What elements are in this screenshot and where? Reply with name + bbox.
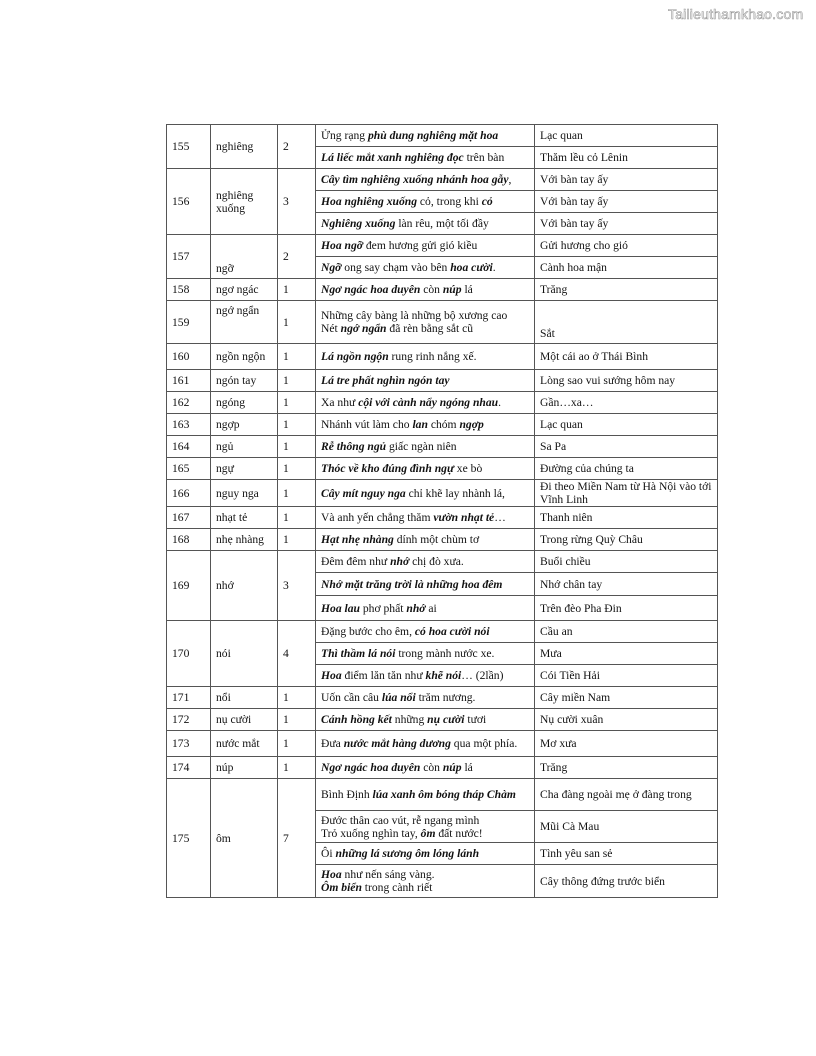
verse-emphasis: núp [442,283,462,296]
verse-emphasis: nhớ [390,555,410,568]
table-row [167,709,718,731]
verse-cell [316,865,535,898]
entry-number: 156 [167,169,211,235]
entry-word: ngơ ngác [211,279,278,301]
verse-cell [316,279,535,301]
verse-text: Và anh yến chẳng thăm [321,511,434,524]
poem-title: Gửi hương cho gió [535,235,718,257]
entry-number: 157 [167,235,211,279]
verse-cell [316,757,535,779]
verse-cell [316,392,535,414]
table-row [167,757,718,779]
entry-word: nụ cười [211,709,278,731]
watermark: Tailieuthamkhao.com [668,6,804,22]
verse-text: ong say chạm vào bên [341,261,451,274]
poem-title: Trên đèo Pha Đin [535,596,718,621]
poem-title: Mưa [535,643,718,665]
verse-cell [316,344,535,370]
entry-word: núp [211,757,278,779]
poem-title: Cha đàng ngoài mẹ ở đàng trong [535,779,718,811]
verse-emphasis: hoa cười [450,261,493,274]
entry-number: 158 [167,279,211,301]
verse-emphasis: cội với cành nẩy ngóng nhau [358,396,499,409]
verse-cell [316,779,535,811]
verse-text: Đêm đêm như [321,555,391,568]
verse-text: dính một chùm tơ [393,533,480,546]
table-row [167,235,718,257]
occurrence-count: 1 [278,414,316,436]
table-row [167,301,718,344]
verse-text: còn [420,283,443,296]
verse-cell [316,480,535,507]
verse-text: trên bàn [463,151,505,164]
table-row [167,169,718,191]
occurrence-count: 2 [278,235,316,279]
verse-cell [316,731,535,757]
verse-text: Uốn cần câu [321,691,382,704]
poem-title: Cành hoa mận [535,257,718,279]
verse-text: làn rêu, một tối đầy [395,217,489,230]
poem-title: Trăng [535,279,718,301]
occurrence-count: 1 [278,301,316,344]
poem-title: Nhớ chân tay [535,573,718,596]
verse-emphasis: Hoa ngỡ [321,239,363,252]
poem-title: Lạc quan [535,125,718,147]
verse-emphasis: Nghiêng xuống [321,217,396,230]
verse-text: Xa như [321,396,359,409]
entry-number: 160 [167,344,211,370]
verse-emphasis: ngợp [459,418,484,431]
verse-cell [316,687,535,709]
verse-cell [316,573,535,596]
verse-text: chóm [427,418,460,431]
poem-title: Sắt [535,301,718,344]
entry-number: 165 [167,458,211,480]
entry-word: nhớ [211,551,278,621]
entry-number: 175 [167,779,211,898]
verse-emphasis: Thóc về kho đúng đình ngự [321,462,454,475]
entry-word: nguy nga [211,480,278,507]
entry-word: ngỡ [211,235,278,279]
verse-text: Nét [321,322,341,335]
verse-emphasis: Hạt nhẹ nhàng [321,533,394,546]
entry-word: ngồn ngộn [211,344,278,370]
verse-emphasis: Cây tìm nghiêng xuống nhánh hoa gẫy [321,173,509,186]
table-row [167,370,718,392]
word-usage-table [166,124,718,898]
verse-text: đem hương gửi gió kiều [362,239,478,252]
verse-text: Đặng bước cho êm, [321,625,415,638]
verse-text: những [391,713,428,726]
verse-text: qua một phía. [450,737,518,750]
table-row [167,731,718,757]
verse-text: lá [461,283,473,296]
verse-emphasis: nụ cười [427,713,465,726]
verse-emphasis: Hoa nghiêng xuống [321,195,417,208]
verse-text: … [494,511,506,524]
verse-text: tươi [464,713,487,726]
poem-title: Nụ cười xuân [535,709,718,731]
verse-cell [316,235,535,257]
verse-cell [316,596,535,621]
entry-word: ngự [211,458,278,480]
table-body [167,125,718,898]
table-row [167,436,718,458]
verse-text: trăm nương. [415,691,476,704]
table-row [167,621,718,643]
entry-word: nghiêng [211,125,278,169]
entry-word: nước mắt [211,731,278,757]
poem-title: Một cái ao ở Thái Bình [535,344,718,370]
table-row [167,529,718,551]
entry-word: nhẹ nhàng [211,529,278,551]
table-row [167,779,718,811]
table-row [167,125,718,147]
entry-word: nghiêng xuống [211,169,278,235]
verse-text: như nến sáng vàng. [341,868,435,881]
verse-emphasis: Lá tre phất nghìn ngón tay [321,374,450,387]
entry-word: nổi [211,687,278,709]
verse-text: rung rinh nắng xế. [388,350,477,363]
verse-cell [316,529,535,551]
verse-text: Những cây bàng là những bộ xương cao [321,309,508,322]
entry-word: ngóng [211,392,278,414]
verse-text: đất nước! [435,826,483,840]
verse-emphasis: Cánh hồng kết [321,713,392,726]
occurrence-count: 1 [278,529,316,551]
table-row [167,507,718,529]
verse-emphasis: Nhớ mặt trăng trời là những hoa đêm [321,577,503,591]
entry-word: ngợp [211,414,278,436]
occurrence-count: 1 [278,458,316,480]
verse-text: còn [420,761,443,774]
verse-cell [316,436,535,458]
poem-title: Với bàn tay ấy [535,169,718,191]
entry-number: 168 [167,529,211,551]
entry-word: ngủ [211,436,278,458]
verse-cell [316,414,535,436]
entry-word: ôm [211,779,278,898]
poem-title: Gần…xa… [535,392,718,414]
table-row [167,480,718,507]
verse-text: Trỏ xuống nghìn tay, [321,826,421,840]
occurrence-count: 1 [278,392,316,414]
entry-number: 172 [167,709,211,731]
verse-emphasis: Ngơ ngác hoa duyên [321,283,421,296]
entry-number: 167 [167,507,211,529]
entry-word: nói [211,621,278,687]
occurrence-count: 1 [278,480,316,507]
verse-text: trong cành riết [361,881,433,894]
verse-text: trong mành nước xe. [395,647,495,660]
verse-text: giấc ngàn niên [386,440,457,453]
verse-text: Bình Định [321,788,373,801]
verse-text: đã rèn bằng sắt cũ [386,322,474,335]
poem-title: Sa Pa [535,436,718,458]
poem-title: Lòng sao vui sướng hôm nay [535,370,718,392]
verse-cell [316,458,535,480]
verse-emphasis: cỏ [481,195,493,208]
occurrence-count: 4 [278,621,316,687]
verse-text: Đước thân cao vút, rễ ngang mình [321,813,480,827]
verse-emphasis: vườn nhạt tẻ [433,511,495,524]
poem-title: Đi theo Miền Nam từ Hà Nội vào tới Vĩnh Linh [535,480,718,507]
table-row [167,551,718,573]
verse-emphasis: lúa nổi [381,691,416,704]
verse-cell [316,257,535,279]
entry-number: 173 [167,731,211,757]
verse-cell [316,125,535,147]
poem-title: Với bàn tay ấy [535,191,718,213]
occurrence-count: 7 [278,779,316,898]
verse-text: Nhánh vút làm cho [321,418,413,431]
verse-cell [316,643,535,665]
verse-cell [316,551,535,573]
verse-cell [316,370,535,392]
entry-number: 171 [167,687,211,709]
verse-text: cỏ, trong khi [417,195,482,208]
entry-word: ngớ ngẩn [211,301,278,344]
occurrence-count: 1 [278,344,316,370]
verse-text: ai [425,601,437,615]
poem-title: Cây thông đứng trước biển [535,865,718,898]
verse-emphasis: lan [412,418,428,431]
verse-cell [316,507,535,529]
verse-text: chị đò xưa. [409,555,464,568]
verse-emphasis: khẽ nói [425,669,462,682]
poem-title: Trăng [535,757,718,779]
verse-emphasis: Hoa [321,669,342,682]
entry-number: 161 [167,370,211,392]
table-row [167,344,718,370]
verse-emphasis: những lá sương ôm lóng lánh [335,847,480,860]
verse-text: , [508,173,512,186]
verse-emphasis: Hoa lau [321,601,360,615]
entry-number: 159 [167,301,211,344]
table-row [167,279,718,301]
verse-text: phơ phất [359,601,407,615]
verse-cell [316,709,535,731]
poem-title: Trong rừng Quỳ Châu [535,529,718,551]
entry-number: 163 [167,414,211,436]
entry-number: 155 [167,125,211,169]
verse-cell [316,621,535,643]
verse-cell [316,301,535,344]
verse-cell [316,213,535,235]
verse-cell [316,191,535,213]
entry-number: 164 [167,436,211,458]
verse-emphasis: Rễ thông ngủ [321,440,387,453]
occurrence-count: 1 [278,757,316,779]
occurrence-count: 1 [278,507,316,529]
verse-cell [316,147,535,169]
occurrence-count: 1 [278,436,316,458]
verse-emphasis: Hoa [321,868,342,881]
verse-cell [316,169,535,191]
verse-emphasis: Lá liếc mắt xanh nghiêng đọc [321,151,464,164]
verse-text: Ửng rạng [321,129,368,142]
verse-text: . [492,261,496,274]
verse-text: . [498,396,502,409]
occurrence-count: 1 [278,687,316,709]
poem-title: Mơ xưa [535,731,718,757]
verse-cell [316,665,535,687]
poem-title: Tình yêu san sẻ [535,843,718,865]
verse-emphasis: ngớ ngẩn [340,322,387,335]
verse-text: chỉ khẽ lay nhành lá, [405,486,505,500]
verse-emphasis: phù dung nghiêng mặt hoa [368,129,499,142]
poem-title: Mũi Cà Mau [535,811,718,843]
verse-emphasis: nhớ [406,601,426,615]
poem-title: Cầu an [535,621,718,643]
entry-word: nhạt tẻ [211,507,278,529]
poem-title: Cây miền Nam [535,687,718,709]
entry-number: 166 [167,480,211,507]
verse-text: xe bò [453,462,483,475]
verse-emphasis: nước mắt hàng dương [343,737,451,750]
entry-number: 162 [167,392,211,414]
verse-emphasis: lúa xanh ôm bóng tháp Chàm [372,788,516,801]
verse-emphasis: Lá ngồn ngộn [321,350,389,363]
occurrence-count: 3 [278,551,316,621]
verse-cell [316,811,535,843]
occurrence-count: 2 [278,125,316,169]
verse-text: lá [461,761,473,774]
verse-emphasis: Ngơ ngác hoa duyên [321,761,421,774]
poem-title: Đường của chúng ta [535,458,718,480]
verse-emphasis: Cây mít nguy nga [321,486,406,500]
verse-emphasis: có hoa cười nói [414,625,490,638]
occurrence-count: 1 [278,370,316,392]
table-row [167,392,718,414]
verse-cell [316,843,535,865]
poem-title: Với bàn tay ấy [535,213,718,235]
occurrence-count: 1 [278,279,316,301]
poem-title: Cói Tiền Hải [535,665,718,687]
table-row [167,414,718,436]
verse-text: … (2lần) [461,669,504,682]
verse-emphasis: Ôm biển [321,881,362,894]
verse-text: Đưa [321,737,344,750]
verse-emphasis: Thì thầm lá nói [321,647,396,660]
occurrence-count: 1 [278,731,316,757]
verse-emphasis: Ngỡ [321,261,342,274]
entry-number: 174 [167,757,211,779]
table-row [167,687,718,709]
entry-number: 169 [167,551,211,621]
table-row [167,458,718,480]
verse-emphasis: ôm [420,826,436,840]
entry-word: ngón tay [211,370,278,392]
poem-title: Thanh niên [535,507,718,529]
poem-title: Lạc quan [535,414,718,436]
poem-title: Buổi chiều [535,551,718,573]
occurrence-count: 1 [278,709,316,731]
verse-text: Ôi [321,847,336,860]
entry-number: 170 [167,621,211,687]
verse-emphasis: núp [442,761,462,774]
occurrence-count: 3 [278,169,316,235]
poem-title: Thăm lều cỏ Lênin [535,147,718,169]
verse-text: điểm lăn tăn như [341,669,426,682]
